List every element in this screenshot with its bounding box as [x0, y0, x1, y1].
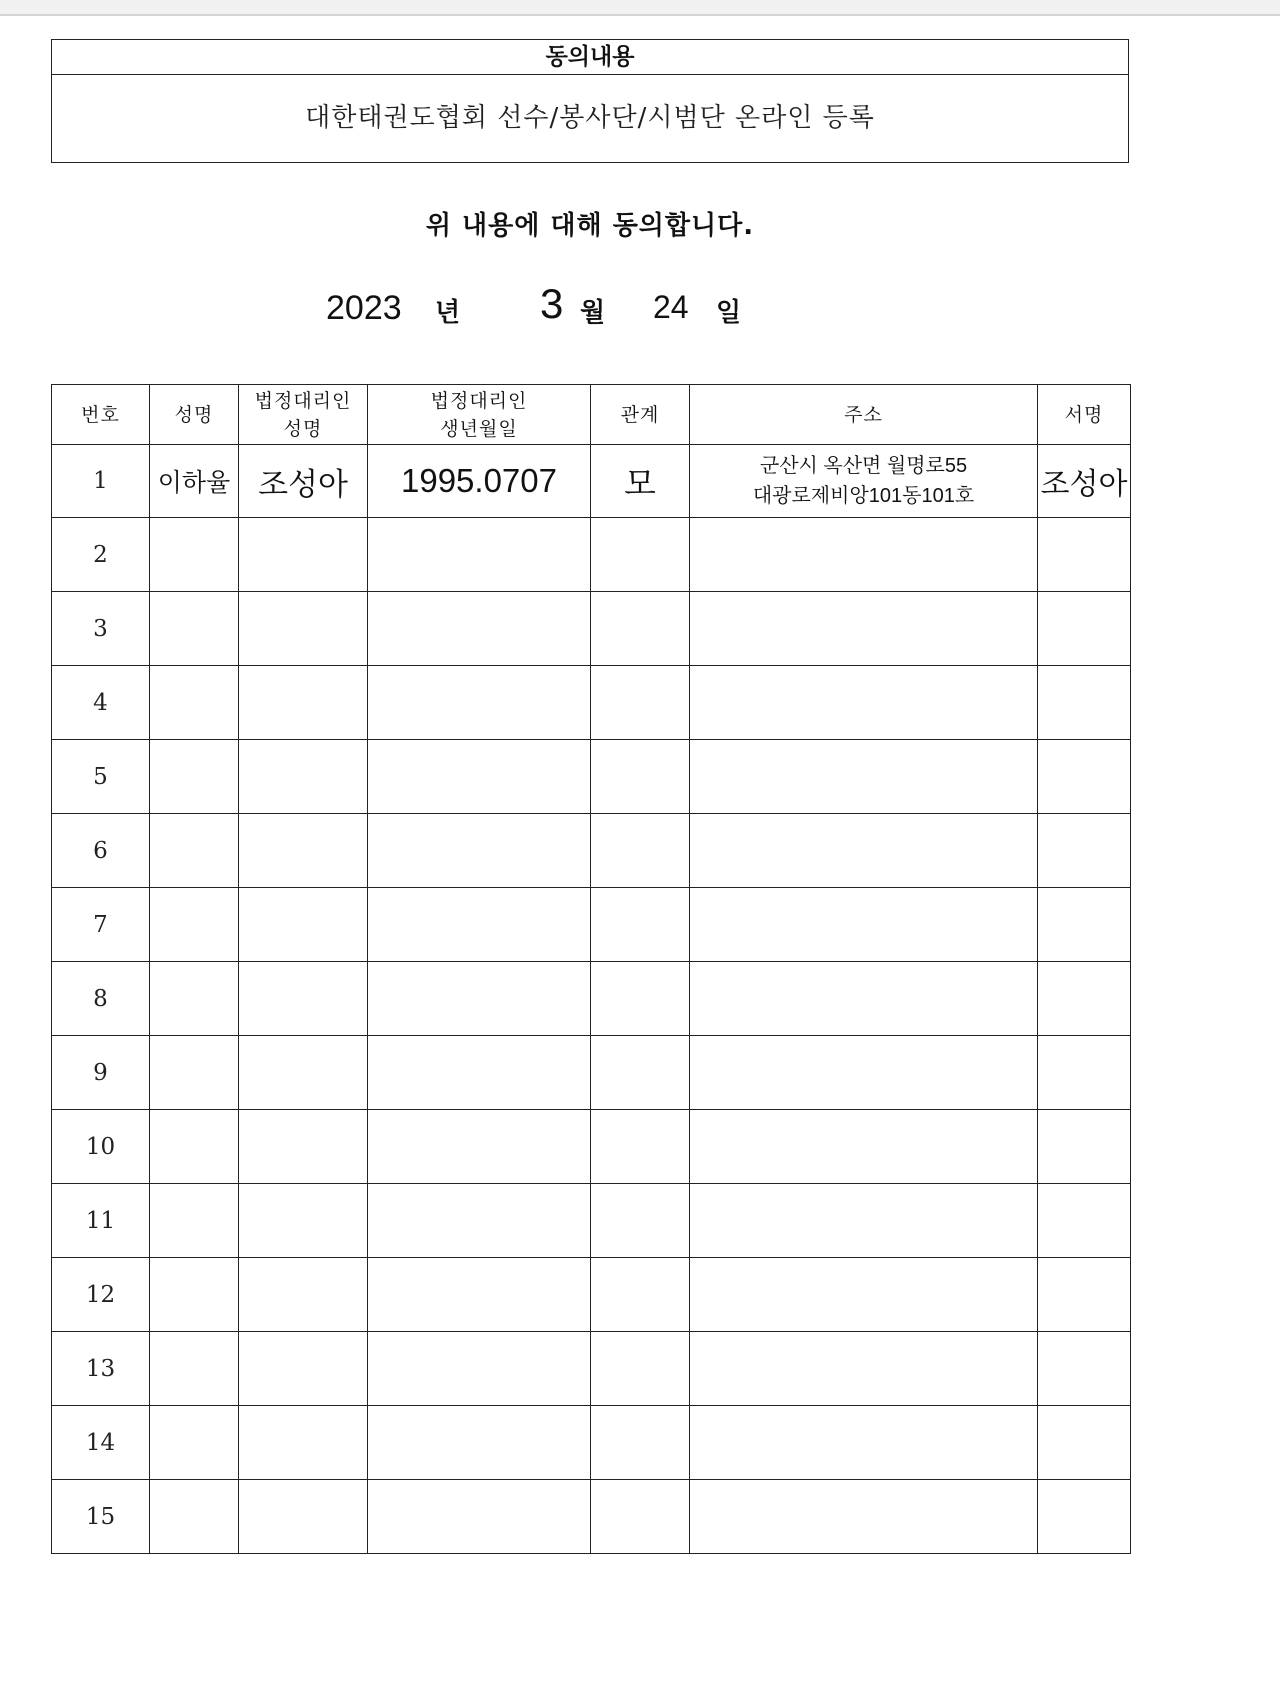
row-number: 4 [52, 666, 150, 740]
table-row [52, 666, 1131, 740]
participant-name [150, 666, 239, 740]
guardian-birthdate [368, 740, 591, 814]
relation [591, 1184, 690, 1258]
guardian-name [239, 592, 368, 666]
guardian-birthdate [368, 888, 591, 962]
relation [591, 1480, 690, 1554]
address [690, 1480, 1038, 1554]
header-guardian-name-line1: 법정대리인 [254, 389, 352, 412]
guardian-name [239, 1480, 368, 1554]
address [690, 1036, 1038, 1110]
date-year: 2023 [326, 289, 402, 327]
consent-header: 동의내용 [52, 40, 1128, 75]
registration-table [51, 384, 1131, 1554]
relation: 모 [591, 445, 690, 518]
date-day: 24 [653, 289, 689, 325]
guardian-name [239, 814, 368, 888]
table-row [52, 814, 1131, 888]
row-number: 3 [52, 592, 150, 666]
date-line [0, 280, 1280, 340]
participant-name [150, 962, 239, 1036]
guardian-birthdate [368, 962, 591, 1036]
address [690, 1332, 1038, 1406]
header-address: 주소 [690, 385, 1038, 445]
row-number: 7 [52, 888, 150, 962]
participant-name [150, 518, 239, 592]
consent-body: 대한태권도협회 선수/봉사단/시범단 온라인 등록 [305, 103, 875, 133]
guardian-birthdate [368, 1480, 591, 1554]
guardian-name [239, 1406, 368, 1480]
date-month: 3 [540, 280, 564, 327]
header-guardian-birth-line2: 생년월일 [440, 417, 518, 440]
relation [591, 1406, 690, 1480]
guardian-name [239, 1110, 368, 1184]
address [690, 962, 1038, 1036]
address [690, 518, 1038, 592]
guardian-name: 조성아 [239, 445, 368, 518]
guardian-birthdate [368, 592, 591, 666]
date-month-label: 월 [580, 297, 606, 327]
table-row [52, 592, 1131, 666]
address [690, 1406, 1038, 1480]
participant-name: 이하율 [150, 445, 239, 518]
header-number: 번호 [52, 385, 150, 445]
participant-name [150, 1110, 239, 1184]
guardian-name [239, 1184, 368, 1258]
address [690, 740, 1038, 814]
address-line2: 대광로제비앙101동101호 [752, 485, 975, 507]
guardian-name [239, 1036, 368, 1110]
guardian-birthdate [368, 1110, 591, 1184]
row-number: 10 [52, 1110, 150, 1184]
guardian-birthdate [368, 1332, 591, 1406]
signature [1038, 592, 1131, 666]
relation [591, 888, 690, 962]
signature [1038, 740, 1131, 814]
header-signature: 서명 [1038, 385, 1131, 445]
guardian-birthdate [368, 1036, 591, 1110]
participant-name [150, 1184, 239, 1258]
address [690, 814, 1038, 888]
signature [1038, 1480, 1131, 1554]
guardian-name [239, 740, 368, 814]
header-name: 성명 [150, 385, 239, 445]
header-relation: 관계 [591, 385, 690, 445]
header-guardian-name-line2: 성명 [283, 417, 323, 440]
table-row [52, 1258, 1131, 1332]
signature [1038, 888, 1131, 962]
guardian-birthdate [368, 518, 591, 592]
table-row [52, 1110, 1131, 1184]
table-row [52, 1036, 1131, 1110]
guardian-name [239, 1332, 368, 1406]
relation [591, 592, 690, 666]
address [690, 888, 1038, 962]
table-row [52, 962, 1131, 1036]
participant-name [150, 1406, 239, 1480]
table-row [52, 1406, 1131, 1480]
row-number: 11 [52, 1184, 150, 1258]
signature [1038, 1406, 1131, 1480]
agreement-statement: 위 내용에 대해 동의합니다. [425, 211, 755, 241]
guardian-name [239, 888, 368, 962]
row-number: 1 [52, 445, 150, 518]
header-guardian-name [239, 385, 368, 445]
guardian-name [239, 666, 368, 740]
table-row [52, 740, 1131, 814]
date-day-label: 일 [716, 297, 742, 327]
row-number: 13 [52, 1332, 150, 1406]
signature [1038, 1184, 1131, 1258]
date-year-label: 년 [435, 297, 461, 327]
address-line1: 군산시 옥산면 월명로55 [759, 455, 968, 477]
row-number: 12 [52, 1258, 150, 1332]
header-guardian-birth [368, 385, 591, 445]
address [690, 592, 1038, 666]
signature [1038, 1332, 1131, 1406]
table-row [52, 445, 1131, 518]
table-row [52, 518, 1131, 592]
participant-name [150, 814, 239, 888]
consent-box [51, 39, 1129, 163]
participant-name [150, 1258, 239, 1332]
guardian-birthdate [368, 1406, 591, 1480]
guardian-birthdate [368, 1184, 591, 1258]
signature [1038, 1110, 1131, 1184]
relation [591, 740, 690, 814]
address [690, 666, 1038, 740]
participant-name [150, 888, 239, 962]
signature [1038, 962, 1131, 1036]
guardian-name [239, 518, 368, 592]
address [690, 1258, 1038, 1332]
relation [591, 1258, 690, 1332]
signature [1038, 666, 1131, 740]
participant-name [150, 740, 239, 814]
relation [591, 1110, 690, 1184]
relation [591, 1332, 690, 1406]
address [690, 445, 1038, 518]
guardian-birthdate [368, 1258, 591, 1332]
table-header-row [52, 385, 1131, 445]
table-row [52, 1480, 1131, 1554]
row-number: 9 [52, 1036, 150, 1110]
relation [591, 962, 690, 1036]
guardian-name [239, 962, 368, 1036]
participant-name [150, 1480, 239, 1554]
row-number: 8 [52, 962, 150, 1036]
relation [591, 666, 690, 740]
relation [591, 1036, 690, 1110]
relation [591, 814, 690, 888]
signature [1038, 1036, 1131, 1110]
signature [1038, 814, 1131, 888]
header-guardian-birth-line1: 법정대리인 [430, 389, 528, 412]
guardian-name [239, 1258, 368, 1332]
guardian-birthdate [368, 814, 591, 888]
row-number: 2 [52, 518, 150, 592]
signature [1038, 1258, 1131, 1332]
table-row [52, 1184, 1131, 1258]
row-number: 15 [52, 1480, 150, 1554]
row-number: 14 [52, 1406, 150, 1480]
guardian-birthdate: 1995.0707 [368, 445, 591, 518]
relation [591, 518, 690, 592]
participant-name [150, 592, 239, 666]
guardian-birthdate [368, 666, 591, 740]
participant-name [150, 1036, 239, 1110]
viewer-top-bar [0, 0, 1280, 16]
table-row [52, 1332, 1131, 1406]
row-number: 5 [52, 740, 150, 814]
table-row [52, 888, 1131, 962]
row-number: 6 [52, 814, 150, 888]
signature [1038, 518, 1131, 592]
address [690, 1110, 1038, 1184]
signature: 조성아 [1038, 445, 1131, 518]
address [690, 1184, 1038, 1258]
participant-name [150, 1332, 239, 1406]
